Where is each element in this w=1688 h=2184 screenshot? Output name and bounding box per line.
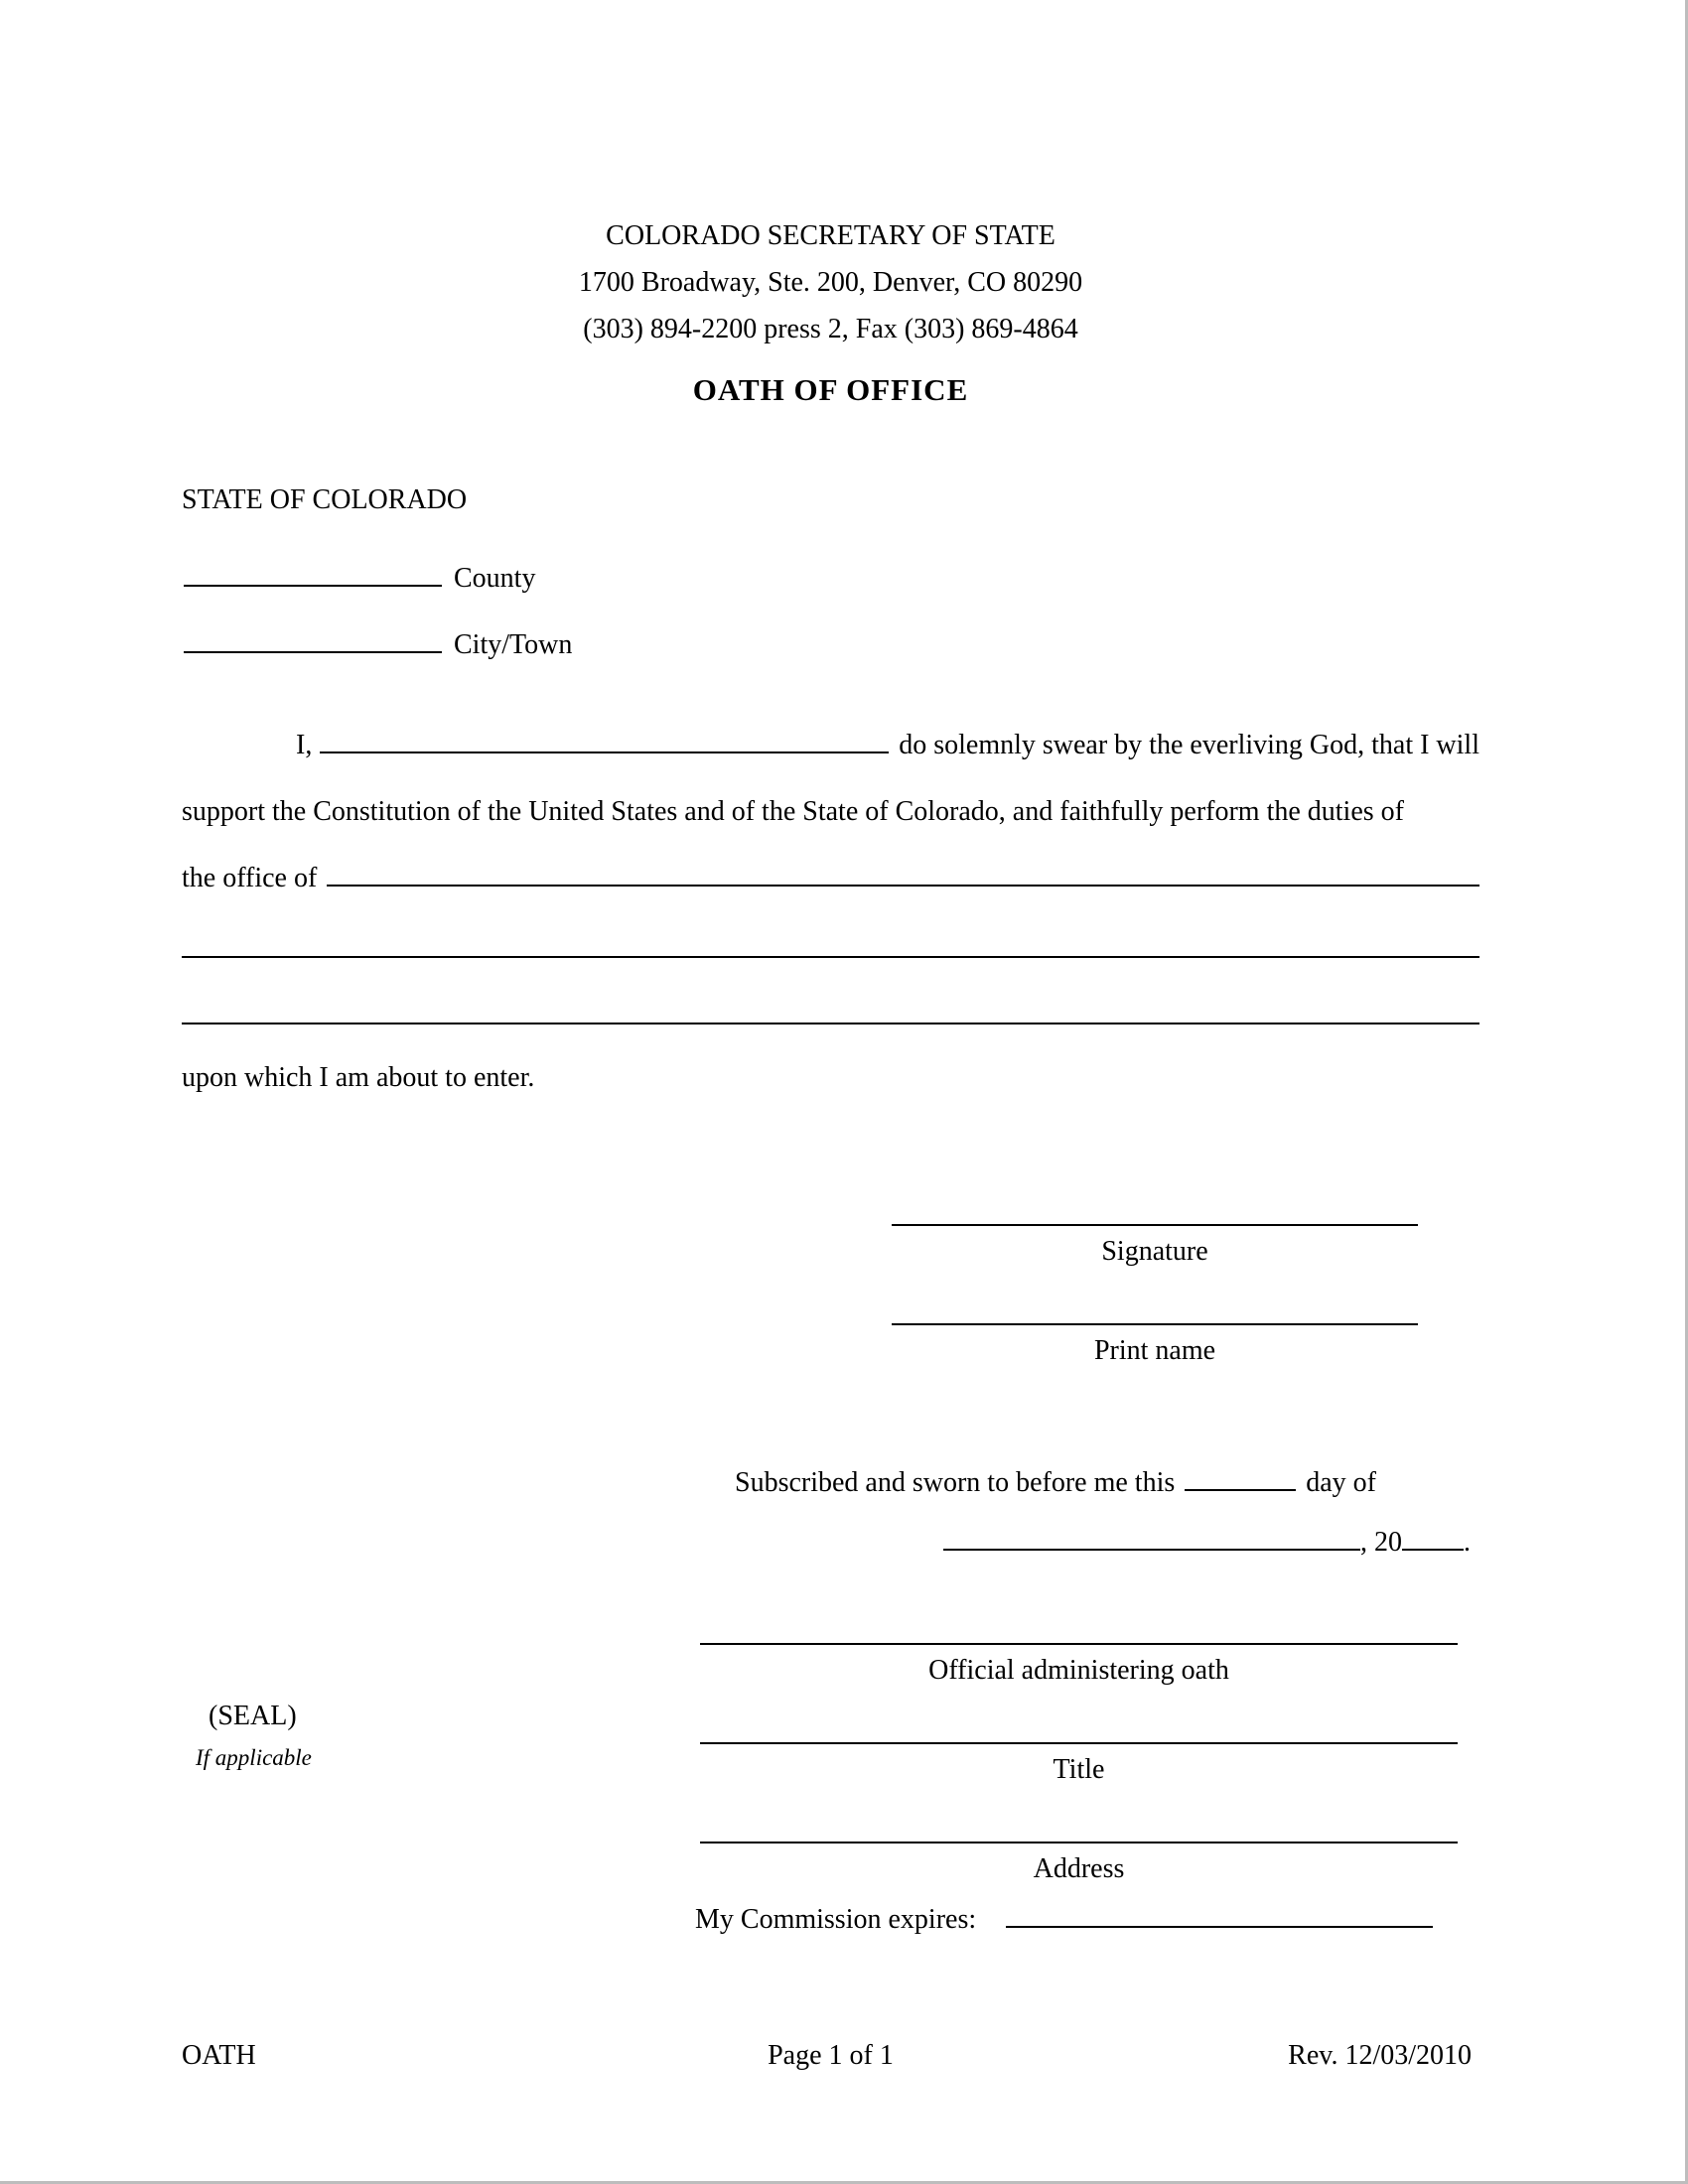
day-blank-line[interactable] xyxy=(1185,1489,1296,1491)
year-period: . xyxy=(1464,1527,1471,1558)
office-blank-line-2[interactable] xyxy=(182,956,1479,958)
letterhead-agency: COLORADO SECRETARY OF STATE xyxy=(606,220,1055,251)
seal-note: If applicable xyxy=(196,1745,312,1770)
letterhead xyxy=(182,212,1479,352)
signature-label-container xyxy=(892,1235,1418,1269)
address-label-container xyxy=(700,1852,1458,1886)
footer-page-number-container xyxy=(182,2039,1479,2073)
county-blank-line[interactable] xyxy=(184,585,442,587)
year-blank-line[interactable] xyxy=(1402,1549,1464,1551)
print-name-label-container xyxy=(892,1334,1418,1368)
oath-swear-clause: do solemnly swear by the everliving God, that I will xyxy=(899,730,1479,760)
sworn-suffix: day of xyxy=(1306,1467,1377,1498)
title-line[interactable] xyxy=(700,1742,1458,1744)
county-row xyxy=(184,562,535,596)
office-prefix: the office of xyxy=(182,863,318,893)
letterhead-address: 1700 Broadway, Ste. 200, Denver, CO 80290 xyxy=(578,267,1083,298)
title-label: Title xyxy=(1053,1754,1105,1785)
sworn-prefix: Subscribed and sworn to before me this xyxy=(735,1467,1176,1498)
office-blank-line-1[interactable] xyxy=(327,885,1479,887)
print-name-label: Print name xyxy=(1093,1335,1216,1366)
address-line[interactable] xyxy=(700,1842,1458,1843)
signature-label: Signature xyxy=(1101,1236,1208,1267)
office-blank-line-3[interactable] xyxy=(182,1023,1479,1024)
official-label: Official administering oath xyxy=(928,1655,1229,1686)
seal-label: (SEAL) xyxy=(209,1701,297,1731)
print-name-line[interactable] xyxy=(892,1323,1418,1325)
city-town-blank-line[interactable] xyxy=(184,651,442,653)
oath-closing: upon which I am about to enter. xyxy=(182,1062,535,1093)
city-town-label: City/Town xyxy=(454,629,573,660)
oath-opening: I, xyxy=(296,730,313,760)
footer-page-number: Page 1 of 1 xyxy=(768,2040,894,2071)
address-label: Address xyxy=(1033,1853,1125,1884)
name-blank-line[interactable] xyxy=(320,751,889,753)
commission-row xyxy=(695,1903,1433,1937)
year-prefix: , 20 xyxy=(1360,1527,1402,1558)
official-line[interactable] xyxy=(700,1643,1458,1645)
state-of-colorado-label: STATE OF COLORADO xyxy=(182,484,468,515)
city-town-row xyxy=(184,628,572,662)
page-title-container xyxy=(182,371,1479,409)
commission-blank-line[interactable] xyxy=(1006,1926,1433,1928)
month-year-row xyxy=(943,1526,1471,1560)
commission-label: My Commission expires: xyxy=(695,1904,977,1935)
oath-line-1 xyxy=(182,729,1479,762)
oath-line-3 xyxy=(182,862,1479,895)
footer-form-name: OATH xyxy=(182,2040,256,2071)
county-label: County xyxy=(454,563,536,594)
letterhead-phone: (303) 894-2200 press 2, Fax (303) 869-4864 xyxy=(583,314,1078,344)
title-label-container xyxy=(700,1753,1458,1787)
footer-revision-date: Rev. 12/03/2010 xyxy=(1288,2040,1472,2071)
official-label-container xyxy=(700,1654,1458,1688)
oath-line-2: support the Constitution of the United States and of the State of Colorado, and faithfully perform the duties of xyxy=(182,796,1404,827)
page-title: OATH OF OFFICE xyxy=(692,372,969,407)
signature-line[interactable] xyxy=(892,1224,1418,1226)
sworn-row xyxy=(735,1466,1376,1500)
month-blank-line[interactable] xyxy=(943,1549,1360,1551)
